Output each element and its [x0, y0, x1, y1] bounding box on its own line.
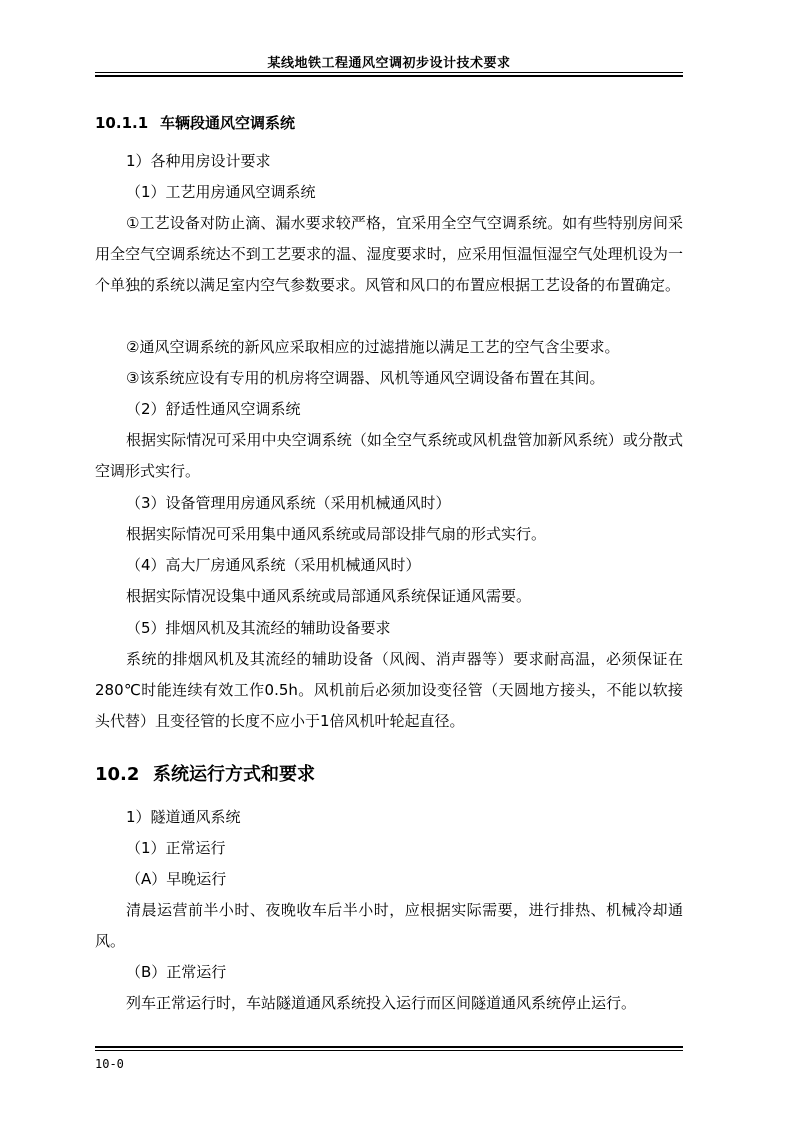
header-rule-thick — [95, 75, 683, 77]
paragraph: （A）早晚运行 — [126, 870, 227, 888]
page-number: 10-0 — [95, 1057, 124, 1071]
section-title: 系统运行方式和要求 — [153, 764, 315, 785]
paragraph: （4）高大厂房通风系统（采用机械通风时） — [126, 556, 421, 574]
section-number: 10.2 — [95, 764, 140, 785]
footer-rule-thick — [95, 1046, 683, 1048]
paragraph: （1）工艺用房通风空调系统 — [126, 183, 316, 201]
paragraph: 根据实际情况可采用集中通风系统或局部设排气扇的形式实行。 — [126, 525, 547, 543]
paragraph: 清晨运营前半小时、夜晚收车后半小时，应根据实际需要，进行排热、机械冷却通风。 — [95, 901, 683, 950]
paragraph: （3）设备管理用房通风系统（采用机械通风时） — [126, 494, 451, 512]
paragraph: 列车正常运行时，车站隧道通风系统投入运行而区间隧道通风系统停止运行。 — [126, 994, 637, 1012]
footer-rule-thin — [95, 1050, 683, 1051]
paragraph: 根据实际情况设集中通风系统或局部通风系统保证通风需要。 — [126, 587, 532, 605]
section-heading-10-1-1 — [95, 112, 295, 133]
section-heading-10-2 — [95, 760, 315, 786]
section-title: 车辆段通风空调系统 — [160, 114, 296, 132]
paragraph: （B）正常运行 — [126, 963, 227, 981]
paragraph: ③该系统应设有专用的机房将空调器、风机等通风空调设备布置在其间。 — [126, 369, 605, 387]
paragraph: ①工艺设备对防止滴、漏水要求较严格，宜采用全空气空调系统。如有些特别房间采用全空气空调系统达不到工艺要求的温、湿度要求时，应采用恒温恒湿空气处理机设为一个单独的系统以满足室内空气参数要求。风管和风口的布置应根据工艺设备的布置确定。 — [95, 214, 683, 294]
section-number: 10.1.1 — [95, 114, 149, 132]
paragraph: （1）正常运行 — [126, 839, 226, 857]
paragraph: 系统的排烟风机及其流经的辅助设备（风阀、消声器等）要求耐高温，必须保证在280℃时能连续有效工作0.5h。风机前后必须加设变径管（天圆地方接头，不能以软接头代替）且变径管的长度不应小于1倍风机叶轮起直径。 — [95, 650, 683, 730]
header-rule-thin — [95, 72, 683, 73]
paragraph: 根据实际情况可采用中央空调系统（如全空气系统或风机盘管加新风系统）或分散式空调形式实行。 — [95, 431, 683, 480]
paragraph: ②通风空调系统的新风应采取相应的过滤措施以满足工艺的空气含尘要求。 — [126, 338, 620, 356]
running-header-title: 某线地铁工程通风空调初步设计技术要求 — [267, 56, 511, 71]
paragraph: （5）排烟风机及其流经的辅助设备要求 — [126, 619, 391, 637]
paragraph: 1）各种用房设计要求 — [126, 152, 271, 170]
paragraph: （2）舒适性通风空调系统 — [126, 400, 301, 418]
paragraph: 1）隧道通风系统 — [126, 808, 241, 826]
